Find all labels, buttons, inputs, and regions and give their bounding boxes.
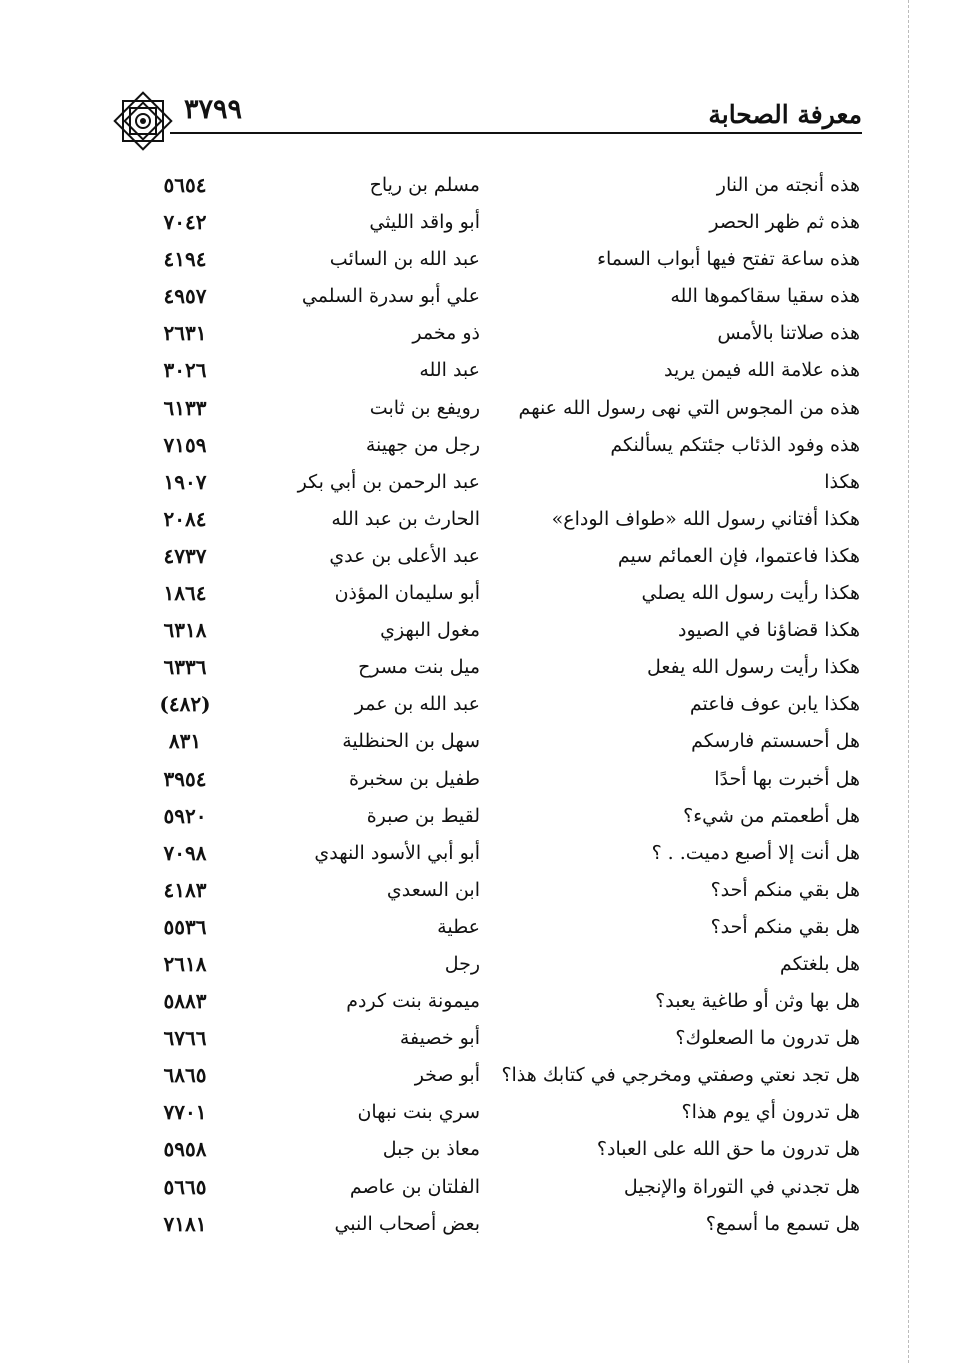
narrator-name: ابن السعدي bbox=[386, 878, 480, 901]
hadith-opening-text: هل أحسستم فارسكم bbox=[691, 730, 860, 753]
index-row bbox=[140, 799, 860, 836]
index-row bbox=[140, 1132, 860, 1169]
index-row bbox=[140, 391, 860, 428]
hadith-number: ٥٦٥٤ bbox=[163, 173, 207, 197]
narrator-name: بعض أصحاب النبي bbox=[334, 1212, 480, 1235]
hadith-number: (٤٨٢) bbox=[159, 692, 211, 717]
hadith-number: ٣٩٥٤ bbox=[163, 766, 207, 791]
index-row bbox=[140, 984, 860, 1021]
page-edge-line bbox=[908, 0, 909, 1363]
narrator-name: ميمونة بنت كردم bbox=[346, 990, 480, 1013]
hadith-number: ٢٠٨٤ bbox=[163, 506, 207, 531]
hadith-number: ٦٧٦٦ bbox=[163, 1026, 207, 1051]
index-row bbox=[140, 724, 860, 761]
index-row bbox=[140, 316, 860, 353]
narrator-name: الحارث بن عبد الله bbox=[331, 507, 480, 530]
hadith-number: ٦٨٦٥ bbox=[163, 1063, 207, 1088]
narrator-name: أبو خصيفة bbox=[399, 1027, 480, 1050]
running-title: معرفة الصحابة bbox=[708, 100, 862, 129]
narrator-name: ميل بنت مسرح bbox=[358, 656, 480, 679]
hadith-opening-text: هل تدرون ما حق الله على العباد؟ bbox=[596, 1138, 860, 1161]
index-row bbox=[140, 1021, 860, 1058]
index-row bbox=[140, 910, 860, 947]
narrator-name: أبو واقد الليثي bbox=[369, 211, 480, 234]
narrator-name: عبد الله بن عمر bbox=[354, 693, 480, 716]
narrator-name: ذو مخمر bbox=[412, 322, 480, 345]
index-row bbox=[140, 428, 860, 465]
hadith-opening-text: هل أطعمتم من شيء؟ bbox=[683, 804, 860, 827]
hadith-opening-text: هل بقي منكم أحد؟ bbox=[710, 878, 860, 901]
hadith-opening-text: هل تجد نعتي وصفتي ومخرجي في كتابك هذا؟ bbox=[501, 1064, 860, 1087]
narrator-name: مغول البهزي bbox=[380, 619, 480, 642]
index-row bbox=[140, 576, 860, 613]
narrator-name: رويفع بن ثابت bbox=[369, 396, 480, 419]
hadith-index-list bbox=[140, 168, 860, 1244]
narrator-name: علي أبو سدرة السلمي bbox=[301, 285, 480, 308]
hadith-opening-text: هكذا قضاؤنا في الصيود bbox=[678, 619, 860, 642]
narrator-name: معاذ بن جبل bbox=[382, 1138, 480, 1161]
index-row bbox=[140, 168, 860, 205]
hadith-number: ٥٨٨٣ bbox=[163, 989, 207, 1014]
narrator-name: أبو أبي الأسود النهدي bbox=[314, 841, 480, 864]
hadith-opening-text: هذه من المجوس التي نهى رسول الله عنهم bbox=[518, 396, 860, 419]
index-row bbox=[140, 539, 860, 576]
hadith-number: ٥٩٥٨ bbox=[163, 1137, 207, 1162]
octagonal-star-ornament-icon bbox=[110, 88, 176, 154]
hadith-opening-text: هذه ثم ظهر الحصر bbox=[709, 211, 860, 234]
narrator-name: أبو سليمان المؤذن bbox=[334, 582, 480, 605]
index-row bbox=[140, 353, 860, 390]
index-row bbox=[140, 1058, 860, 1095]
index-row bbox=[140, 873, 860, 910]
index-row bbox=[140, 947, 860, 984]
page-number: ٣٧٩٩ bbox=[184, 94, 243, 125]
hadith-number: ٧٧٠١ bbox=[163, 1100, 207, 1125]
narrator-name: رجل من جهينة bbox=[365, 433, 480, 456]
hadith-number: ٧٠٩٨ bbox=[163, 840, 207, 865]
hadith-opening-text: هذه ساعة تفتح فيها أبواب السماء bbox=[597, 248, 860, 271]
index-row bbox=[140, 1170, 860, 1207]
index-row bbox=[140, 465, 860, 502]
hadith-number: ٤١٨٣ bbox=[163, 877, 207, 902]
narrator-name: عطية bbox=[437, 915, 480, 938]
index-row bbox=[140, 502, 860, 539]
hadith-number: ٦١٣٣ bbox=[163, 395, 207, 420]
narrator-name: سهل بن الحنظلية bbox=[342, 730, 480, 753]
index-row bbox=[140, 836, 860, 873]
hadith-opening-text: هذه علامة الله فيمن يريد bbox=[664, 359, 860, 382]
index-row bbox=[140, 242, 860, 279]
narrator-name: رجل bbox=[444, 952, 480, 975]
hadith-opening-text: هكذا أفتاني رسول الله «طواف الوداع» bbox=[551, 507, 860, 530]
hadith-number: ٧١٨١ bbox=[163, 1211, 207, 1236]
hadith-number: ٥٦٦٥ bbox=[163, 1174, 207, 1199]
hadith-number: ١٨٦٤ bbox=[163, 581, 207, 606]
index-row bbox=[140, 650, 860, 687]
hadith-number: ٦٣٣٦ bbox=[163, 655, 207, 680]
index-row bbox=[140, 1207, 860, 1244]
hadith-opening-text: هكذا bbox=[824, 470, 860, 493]
hadith-number: ٧٠٤٢ bbox=[163, 210, 207, 235]
index-row bbox=[140, 613, 860, 650]
hadith-number: ٨٣١ bbox=[168, 729, 202, 754]
narrator-name: مسلم بن رياح bbox=[369, 174, 480, 196]
hadith-number: ٦٣١٨ bbox=[163, 618, 207, 643]
hadith-opening-text: هل تسمع ما أسمع؟ bbox=[705, 1212, 860, 1235]
hadith-opening-text: هكذا فاعتموا، فإن العمائم سيم bbox=[617, 544, 860, 567]
hadith-opening-text: هل بلغتكم bbox=[779, 952, 860, 975]
hadith-opening-text: هل تدرون ما الصعلوك؟ bbox=[675, 1027, 860, 1050]
hadith-number: ٤٧٣٧ bbox=[163, 543, 207, 568]
hadith-opening-text: هل بقي منكم أحد؟ bbox=[710, 915, 860, 938]
page-header bbox=[110, 88, 862, 148]
hadith-opening-text: هل أخبرت بها أحدًا bbox=[714, 767, 860, 790]
hadith-number: ٥٥٣٦ bbox=[163, 914, 207, 939]
narrator-name: عبد الله bbox=[419, 359, 480, 382]
hadith-number: ١٩٠٧ bbox=[163, 469, 207, 494]
hadith-opening-text: هكذا رأيت رسول الله يفعل bbox=[646, 656, 860, 679]
narrator-name: عبد الله بن السائب bbox=[329, 248, 480, 271]
hadith-opening-text: هذه صلاتنا بالأمس bbox=[717, 322, 860, 345]
hadith-number: ٤١٩٤ bbox=[163, 247, 207, 272]
hadith-opening-text: هكذا رأيت رسول الله يصلي bbox=[641, 582, 860, 605]
hadith-number: ٢٦١٨ bbox=[163, 951, 207, 976]
hadith-number: ٥٩٢٠ bbox=[163, 803, 207, 828]
hadith-opening-text: هذه وفود الذئاب جئتكم يسألنكم bbox=[610, 433, 860, 456]
hadith-number: ٢٦٣١ bbox=[163, 321, 207, 346]
hadith-opening-text: هل أنت إلا أصبع دميت. . ؟ bbox=[651, 841, 860, 864]
narrator-name: أبو صخر bbox=[414, 1064, 480, 1087]
hadith-opening-text: هذه أنجته من النار bbox=[716, 174, 860, 196]
narrator-name: الفلتان بن عاصم bbox=[349, 1175, 480, 1198]
index-row bbox=[140, 687, 860, 724]
hadith-number: ٤٩٥٧ bbox=[163, 284, 207, 309]
hadith-opening-text: هل تجدني في التوراة والإنجيل bbox=[623, 1175, 860, 1198]
narrator-name: عبد الرحمن بن أبي بكر bbox=[297, 470, 480, 493]
index-row bbox=[140, 762, 860, 799]
header-rule bbox=[170, 132, 862, 134]
index-row bbox=[140, 1095, 860, 1132]
narrator-name: سري بنت نبهان bbox=[357, 1101, 480, 1124]
hadith-opening-text: هل بها وثن أو طاغية يعبد؟ bbox=[655, 990, 860, 1013]
narrator-name: لقيط بن صبرة bbox=[366, 804, 480, 827]
hadith-opening-text: هكذا يابن عوف فاعتم bbox=[689, 693, 860, 716]
narrator-name: طفيل بن سخبرة bbox=[348, 767, 480, 790]
narrator-name: عبد الأعلى بن عدي bbox=[329, 544, 480, 567]
index-row bbox=[140, 279, 860, 316]
hadith-opening-text: هذه سقيا سقاكموها الله bbox=[670, 285, 860, 308]
hadith-number: ٣٠٢٦ bbox=[163, 358, 207, 383]
hadith-number: ٧١٥٩ bbox=[163, 432, 207, 457]
index-row bbox=[140, 205, 860, 242]
hadith-opening-text: هل تدرون أي يوم هذا؟ bbox=[681, 1101, 860, 1124]
